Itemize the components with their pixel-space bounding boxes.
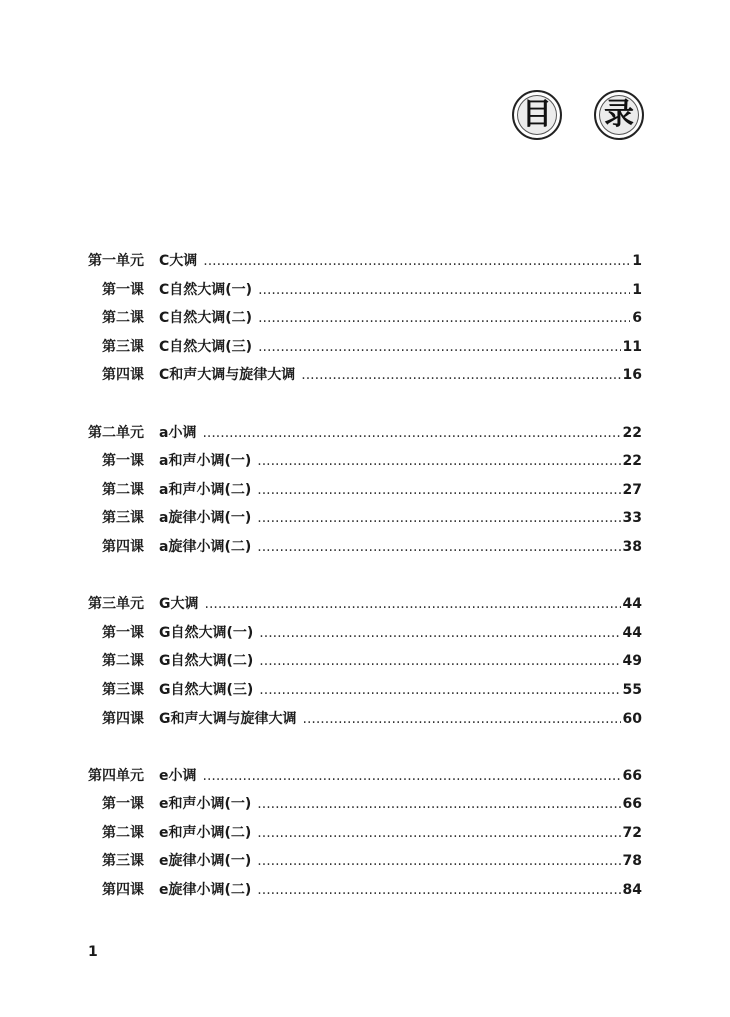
title-char-lu: 录 bbox=[594, 90, 644, 140]
page-number: 1 bbox=[88, 944, 98, 960]
toc-entry-unit[interactable] bbox=[88, 765, 642, 794]
lesson-label: 第一课 bbox=[102, 281, 144, 298]
page-ref: 49 bbox=[622, 653, 642, 670]
toc-entry-lesson[interactable] bbox=[88, 307, 642, 336]
toc-unit-3 bbox=[88, 593, 642, 736]
lesson-label: 第四课 bbox=[102, 367, 144, 384]
page-ref: 27 bbox=[622, 481, 642, 498]
unit-name: G大调 bbox=[159, 596, 199, 613]
lesson-label: 第二课 bbox=[102, 824, 144, 841]
page-ref: 78 bbox=[622, 853, 642, 870]
page-ref: 33 bbox=[622, 510, 642, 527]
toc-entry-lesson[interactable] bbox=[88, 479, 642, 508]
dot-leader bbox=[258, 310, 630, 326]
page-ref: 44 bbox=[622, 596, 642, 613]
toc-entry-unit[interactable] bbox=[88, 593, 642, 622]
toc-entry-lesson[interactable] bbox=[88, 336, 642, 365]
lesson-name: e和声小调(一) bbox=[159, 796, 252, 813]
lesson-label: 第二课 bbox=[102, 310, 144, 327]
lesson-label: 第三课 bbox=[102, 338, 144, 355]
page-ref: 38 bbox=[622, 538, 642, 555]
dot-leader bbox=[257, 453, 620, 469]
page-ref: 84 bbox=[622, 882, 642, 899]
toc-entry-lesson[interactable] bbox=[88, 279, 642, 308]
toc-entry-lesson[interactable] bbox=[88, 679, 642, 708]
toc-entry-unit[interactable] bbox=[88, 422, 642, 451]
dot-leader bbox=[257, 796, 620, 812]
dot-leader bbox=[257, 482, 620, 498]
unit-name: C大调 bbox=[159, 253, 198, 269]
lesson-label: 第一课 bbox=[102, 453, 144, 470]
toc-entry-lesson[interactable] bbox=[88, 793, 642, 822]
dot-leader bbox=[303, 711, 621, 727]
toc-unit-1 bbox=[88, 250, 642, 393]
lesson-name: G和声大调与旋律大调 bbox=[159, 710, 297, 727]
page-ref: 55 bbox=[622, 681, 642, 698]
lesson-name: e旋律小调(二) bbox=[159, 882, 252, 899]
dot-leader bbox=[202, 425, 620, 441]
unit-label: 第一单元 bbox=[88, 253, 144, 269]
page-ref: 44 bbox=[622, 624, 642, 641]
title-char-mu: 目 bbox=[512, 90, 562, 140]
dot-leader bbox=[259, 682, 620, 698]
toc-entry-lesson[interactable] bbox=[88, 708, 642, 737]
dot-leader bbox=[257, 825, 620, 841]
dot-leader bbox=[203, 768, 621, 784]
lesson-name: C和声大调与旋律大调 bbox=[159, 367, 296, 384]
lesson-name: a旋律小调(一) bbox=[159, 510, 252, 527]
unit-label: 第三单元 bbox=[88, 596, 144, 613]
page-ref: 6 bbox=[632, 310, 642, 327]
page-title bbox=[512, 90, 644, 140]
lesson-label: 第一课 bbox=[102, 796, 144, 813]
dot-leader bbox=[259, 653, 620, 669]
unit-label: 第四单元 bbox=[88, 767, 144, 784]
toc-unit-4 bbox=[88, 765, 642, 908]
lesson-label: 第四课 bbox=[102, 882, 144, 899]
lesson-name: a和声小调(一) bbox=[159, 453, 252, 470]
lesson-name: a旋律小调(二) bbox=[159, 538, 252, 555]
page-ref: 16 bbox=[622, 367, 642, 384]
page-ref: 22 bbox=[622, 453, 642, 470]
page-ref: 1 bbox=[632, 281, 642, 298]
unit-name: a小调 bbox=[159, 424, 197, 441]
lesson-name: G自然大调(二) bbox=[159, 653, 254, 670]
toc-entry-lesson[interactable] bbox=[88, 850, 642, 879]
lesson-name: C自然大调(三) bbox=[159, 338, 253, 355]
dot-leader bbox=[301, 367, 620, 383]
dot-leader bbox=[258, 282, 630, 298]
lesson-name: C自然大调(一) bbox=[159, 281, 253, 298]
lesson-label: 第三课 bbox=[102, 681, 144, 698]
lesson-label: 第一课 bbox=[102, 624, 144, 641]
lesson-label: 第四课 bbox=[102, 710, 144, 727]
lesson-name: G自然大调(三) bbox=[159, 681, 254, 698]
dot-leader bbox=[259, 625, 620, 641]
toc-entry-lesson[interactable] bbox=[88, 650, 642, 679]
dot-leader bbox=[257, 510, 620, 526]
toc-entry-unit[interactable] bbox=[88, 250, 642, 279]
lesson-name: C自然大调(二) bbox=[159, 310, 253, 327]
toc-unit-2 bbox=[88, 422, 642, 565]
toc-entry-lesson[interactable] bbox=[88, 822, 642, 851]
lesson-name: G自然大调(一) bbox=[159, 624, 254, 641]
lesson-label: 第三课 bbox=[102, 510, 144, 527]
page-ref: 1 bbox=[632, 253, 642, 269]
lesson-label: 第四课 bbox=[102, 538, 144, 555]
page-ref: 11 bbox=[622, 338, 642, 355]
toc-entry-lesson[interactable] bbox=[88, 536, 642, 565]
dot-leader bbox=[205, 596, 621, 612]
page-ref: 66 bbox=[622, 767, 642, 784]
toc-entry-lesson[interactable] bbox=[88, 879, 642, 908]
toc-entry-lesson[interactable] bbox=[88, 507, 642, 536]
lesson-name: a和声小调(二) bbox=[159, 481, 252, 498]
table-of-contents bbox=[88, 250, 642, 936]
toc-entry-lesson[interactable] bbox=[88, 364, 642, 393]
toc-entry-lesson[interactable] bbox=[88, 450, 642, 479]
page-ref: 22 bbox=[622, 424, 642, 441]
page-ref: 60 bbox=[622, 710, 642, 727]
dot-leader bbox=[257, 882, 620, 898]
lesson-label: 第二课 bbox=[102, 653, 144, 670]
unit-label: 第二单元 bbox=[88, 424, 144, 441]
dot-leader bbox=[258, 339, 620, 355]
page-ref: 66 bbox=[622, 796, 642, 813]
lesson-name: e旋律小调(一) bbox=[159, 853, 252, 870]
dot-leader bbox=[257, 539, 620, 555]
page-ref: 72 bbox=[622, 824, 642, 841]
toc-entry-lesson[interactable] bbox=[88, 622, 642, 651]
lesson-name: e和声小调(二) bbox=[159, 824, 252, 841]
dot-leader bbox=[257, 853, 620, 869]
dot-leader bbox=[203, 253, 630, 269]
unit-name: e小调 bbox=[159, 767, 197, 784]
lesson-label: 第二课 bbox=[102, 481, 144, 498]
lesson-label: 第三课 bbox=[102, 853, 144, 870]
